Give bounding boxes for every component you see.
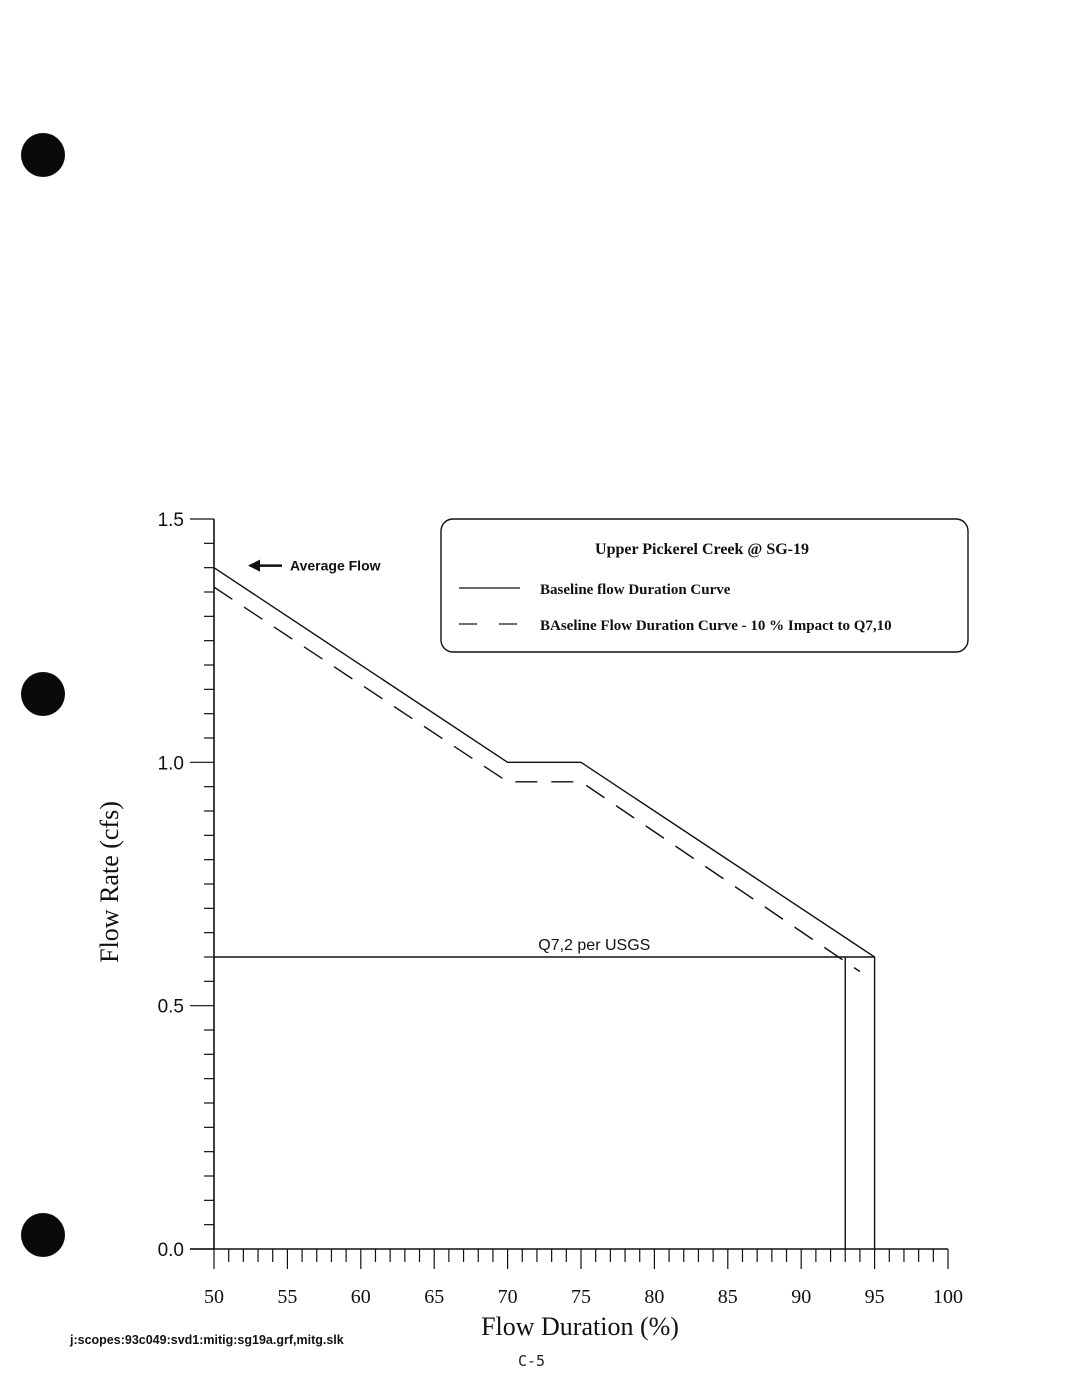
x-axis bbox=[190, 1249, 963, 1308]
legend-label-baseline: Baseline flow Duration Curve bbox=[540, 582, 731, 598]
file-path-footer: j:scopes:93c049:svd1:mitig:sg19a.grf,mitg.slk bbox=[70, 1333, 344, 1347]
series-baseline-line bbox=[214, 568, 875, 1249]
average-flow-arrow-head bbox=[248, 560, 260, 572]
x-axis-title: Flow Duration (%) bbox=[481, 1312, 679, 1341]
series-lines bbox=[214, 568, 875, 1249]
x-tick-label: 70 bbox=[497, 1286, 518, 1308]
x-tick-label: 95 bbox=[864, 1286, 885, 1308]
y-tick-label: 0.5 bbox=[157, 996, 184, 1018]
q72-reference-label: Q7,2 per USGS bbox=[538, 937, 651, 954]
x-tick-label: 90 bbox=[791, 1286, 812, 1308]
average-flow-label: Average Flow bbox=[290, 557, 381, 574]
y-axis-title: Flow Rate (cfs) bbox=[95, 801, 124, 963]
x-tick-label: 80 bbox=[644, 1286, 665, 1308]
x-tick-label: 65 bbox=[424, 1286, 445, 1308]
legend bbox=[441, 519, 968, 652]
legend-label-impact: BAseline Flow Duration Curve - 10 % Impact to Q7,10 bbox=[540, 618, 892, 634]
chart-title: Upper Pickerel Creek @ SG-19 bbox=[595, 541, 809, 558]
y-tick-label: 0.0 bbox=[157, 1240, 184, 1261]
x-tick-label: 50 bbox=[204, 1286, 224, 1308]
y-axis bbox=[158, 510, 214, 1261]
x-tick-label: 100 bbox=[933, 1286, 963, 1308]
annotations bbox=[248, 558, 381, 574]
reference-lines bbox=[214, 937, 875, 1249]
x-tick-label: 75 bbox=[571, 1286, 591, 1308]
page-number: C-5 bbox=[518, 1352, 546, 1370]
y-tick-label: 1.5 bbox=[157, 510, 184, 531]
y-tick-label: 1.0 bbox=[157, 753, 184, 775]
x-tick-label: 85 bbox=[717, 1286, 738, 1308]
x-tick-label: 55 bbox=[277, 1286, 298, 1308]
x-tick-label: 60 bbox=[350, 1286, 371, 1308]
